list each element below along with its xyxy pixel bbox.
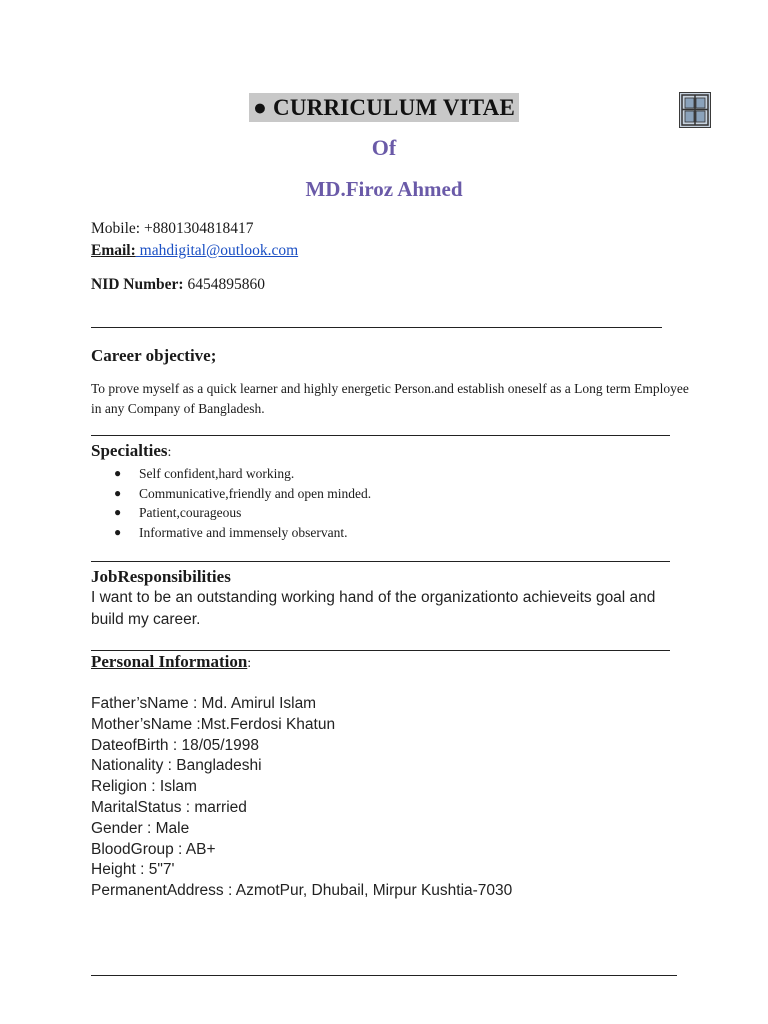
job-text: I want to be an outstanding working hand of the organizationto achieveits goal and build my career.	[91, 589, 656, 628]
divider-specialties	[91, 561, 670, 562]
specialties-colon: :	[167, 445, 172, 460]
list-item: DateofBirth : 18/05/1998	[91, 736, 260, 754]
list-item: Religion : Islam	[91, 778, 197, 796]
list-item: BloodGroup : AB+	[91, 840, 216, 858]
list-item: Mother’sName :Mst.Ferdosi Khatun	[91, 715, 336, 733]
bullet-icon: ●	[114, 524, 122, 539]
nid-line	[91, 276, 265, 294]
personal-colon: :	[247, 656, 252, 671]
career-heading: Career objective;	[91, 346, 217, 365]
personal-info-list	[91, 694, 512, 902]
divider-career	[91, 435, 670, 436]
email-line	[91, 242, 298, 260]
list-item: PermanentAddress : AzmotPur, Dhubail, Mirpur Kushtia-7030	[91, 882, 513, 900]
list-item: ● Informative and immensely observant.	[114, 523, 371, 543]
bullet-icon: ●	[114, 466, 122, 480]
personal-title: Personal Information	[91, 652, 248, 671]
list-item: ● Self confident,hard working.	[114, 464, 371, 484]
cv-title: ● CURRICULUM VITAE	[249, 93, 519, 122]
specialties-title: Specialties	[91, 441, 168, 460]
divider-job	[91, 650, 670, 651]
nid-value: 6454895860	[183, 276, 265, 293]
specialties-list	[114, 464, 371, 542]
email-label: Email:	[91, 242, 136, 259]
list-item: Gender : Male	[91, 819, 190, 837]
bullet-icon: ●	[114, 505, 122, 519]
specialties-heading	[91, 441, 171, 461]
personal-heading	[91, 652, 251, 672]
list-item: Nationality : Bangladeshi	[91, 757, 262, 775]
title-of: Of	[371, 135, 397, 160]
photo-thumbnail	[679, 92, 711, 128]
bullet-icon: ●	[114, 485, 122, 500]
career-text: To prove myself as a quick learner and highly energetic Person.and establish oneself as a Long term Employee in any Company of Bangladesh.	[91, 381, 689, 416]
list-item: ● Patient,courageous	[114, 503, 371, 523]
job-heading: JobResponsibilities	[91, 567, 231, 586]
list-item: Father’sName : Md. Amirul Islam	[91, 695, 317, 712]
divider-bottom	[91, 975, 677, 976]
email-link[interactable]: mahdigital@outlook.com	[135, 242, 299, 259]
mobile-line: Mobile: +8801304818417	[91, 220, 254, 237]
list-item: Height : 5"7'	[91, 861, 175, 879]
title-container	[0, 93, 768, 122]
list-item: ● Communicative,friendly and open minded.	[114, 484, 371, 504]
window-icon	[680, 93, 710, 127]
list-item: MaritalStatus : married	[91, 798, 247, 816]
nid-label: NID Number:	[91, 276, 184, 293]
candidate-name: MD.Firoz Ahmed	[305, 177, 463, 201]
divider-contact	[91, 327, 662, 328]
